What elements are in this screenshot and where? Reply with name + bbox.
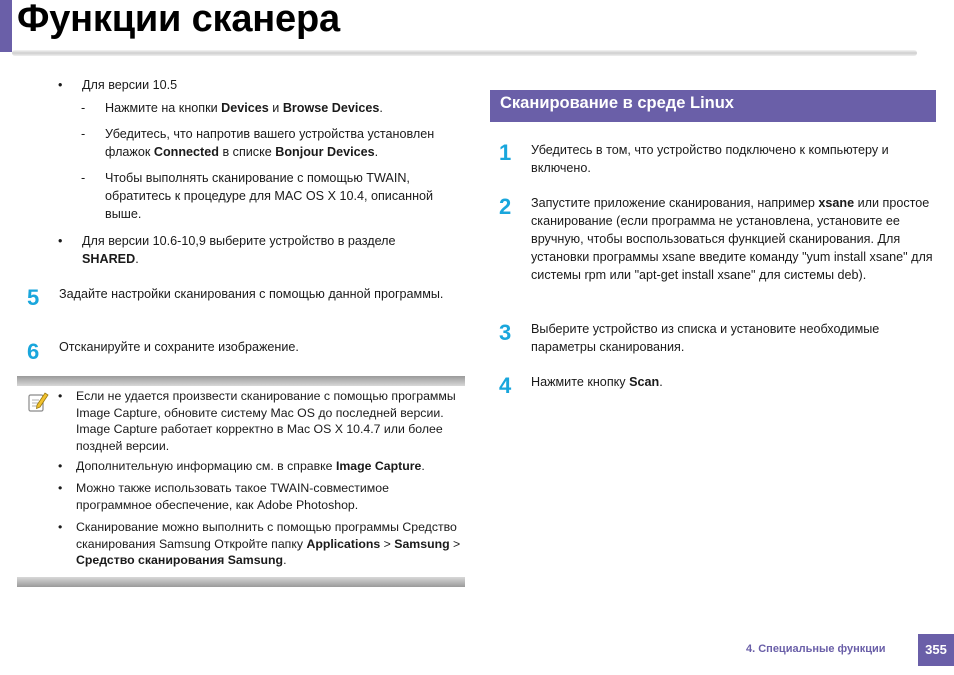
bullet-marker: • <box>58 389 63 403</box>
bullet-mac-10-6 <box>58 232 428 268</box>
dash-text: Нажмите на кнопки Devices и Browse Devices. <box>105 101 383 115</box>
note-text: Сканирование можно выполнить с помощью программы Средство сканирования Samsung Откройте папку Applications > Samsung > Средство сканирования Samsung. <box>76 520 461 567</box>
title-accent-bar <box>0 0 12 52</box>
note-item <box>58 519 463 569</box>
step-number-3: 3 <box>499 320 512 345</box>
dash-item-devices <box>81 99 466 117</box>
dash-item-connected <box>81 125 466 161</box>
step-text-6: Отсканируйте и сохраните изображение. <box>59 340 299 354</box>
note-text: Если не удается произвести сканирование с помощью программы Image Capture, обновите систему Mac OS до последней версии. Image Capture работает корректно в Mac OS X 10.4.7 или более поздней версии. <box>76 389 456 453</box>
bullet-marker: • <box>58 481 63 495</box>
note-text: Дополнительную информацию см. в справке Image Capture. <box>76 459 425 473</box>
step-text-1: Убедитесь в том, что устройство подключено к компьютеру и включено. <box>531 143 889 175</box>
dash-marker: - <box>81 127 86 141</box>
bullet-mac-10-5 <box>58 76 468 94</box>
note-top-border <box>17 376 465 386</box>
dash-item-twain <box>81 169 466 223</box>
step-number-2: 2 <box>499 194 512 219</box>
bullet-text: Для версии 10.6-10,9 выберите устройство в разделе SHARED. <box>82 234 396 266</box>
note-item <box>58 480 463 513</box>
step-text-5: Задайте настройки сканирования с помощью данной программы. <box>59 287 444 301</box>
section-header-linux: Сканирование в среде Linux <box>490 90 936 122</box>
dash-marker: - <box>81 171 86 185</box>
note-pencil-icon <box>26 390 50 414</box>
step-number-5: 5 <box>27 285 40 310</box>
step-text-3: Выберите устройство из списка и установите необходимые параметры сканирования. <box>531 322 880 354</box>
bullet-marker: • <box>58 78 63 92</box>
bullet-marker: • <box>58 234 63 248</box>
step-number-1: 1 <box>499 140 512 165</box>
step-number-6: 6 <box>27 339 40 364</box>
dash-text: Чтобы выполнять сканирование с помощью TWAIN, обратитесь к процедуре для MAC OS X 10.4, описанной выше. <box>105 171 434 221</box>
bullet-marker: • <box>58 520 63 534</box>
note-text: Можно также использовать такое TWAIN-совместимое программное обеспечение, как Adobe Photoshop. <box>76 481 389 512</box>
step-text-2: Запустите приложение сканирования, например xsane или простое сканирование (если программа не установлена, установите ее вручную, чтобы воспользоваться функцией сканирования. Для установки программы xsane введите команду "yum install xsane" для системы rpm или "apt-get install xsane" для системы deb). <box>531 196 933 282</box>
bullet-marker: • <box>58 459 63 473</box>
bullet-text: Для версии 10.5 <box>82 78 178 92</box>
dash-marker: - <box>81 101 86 115</box>
dash-text: Убедитесь, что напротив вашего устройства установлен флажок Connected в списке Bonjour Devices. <box>105 127 435 159</box>
title-divider <box>12 50 917 56</box>
step-number-4: 4 <box>499 373 512 398</box>
note-box <box>17 376 465 587</box>
page-number: 355 <box>918 634 954 666</box>
page-title: Функции сканера <box>17 0 340 40</box>
note-item <box>58 388 463 454</box>
note-bottom-border <box>17 577 465 587</box>
note-item <box>58 458 463 475</box>
step-text-4: Нажмите кнопку Scan. <box>531 375 663 389</box>
footer-chapter-label: 4. Специальные функции <box>746 643 886 655</box>
